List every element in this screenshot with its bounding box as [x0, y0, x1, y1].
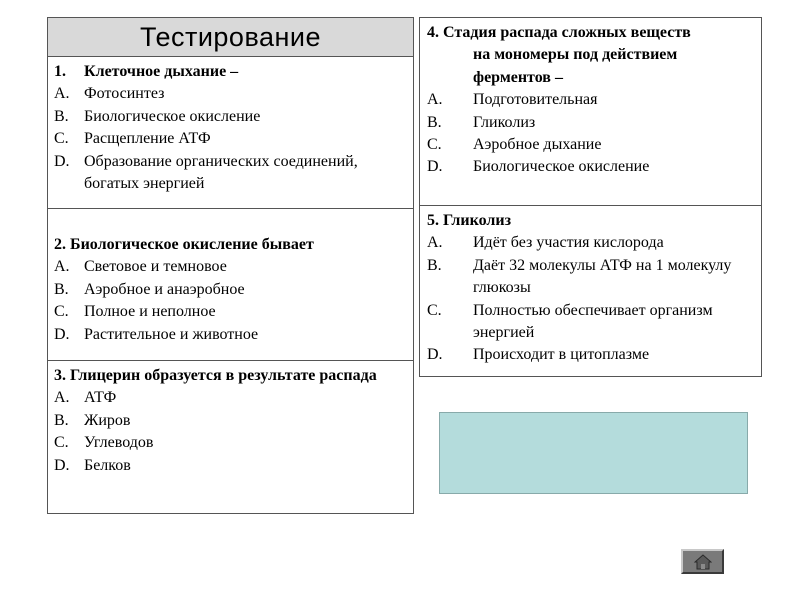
right-questions-box [419, 17, 762, 377]
question-2-option-a[interactable]: A. Световое и темновое [54, 258, 227, 276]
question-2-cell [47, 209, 414, 361]
question-3-option-b[interactable]: B. Жиров [54, 411, 131, 429]
question-2-text: 2. Биологическое окисление бывает [54, 236, 314, 253]
question-1-option-d[interactable]: D. Образование органических соединений, богатых энергией [54, 152, 358, 193]
question-1-option-b[interactable]: B. Биологическое окисление [54, 107, 261, 125]
question-2-option-d[interactable]: D. Растительное и животное [54, 325, 259, 343]
question-4-text-tail: на мономеры под действием ферментов – [473, 46, 678, 86]
page-title [47, 17, 414, 57]
question-3-cell [47, 361, 414, 514]
home-button[interactable] [681, 549, 724, 574]
home-icon [694, 554, 712, 570]
answer-box[interactable] [439, 412, 748, 494]
question-1-number: 1. [54, 63, 66, 80]
question-2-option-b[interactable]: B. Аэробное и анаэробное [54, 280, 245, 298]
question-3-option-a[interactable]: A. АТФ [54, 389, 117, 407]
question-1-cell [47, 57, 414, 209]
question-5-text: 5. Гликолиз [427, 212, 511, 229]
question-3-text: 3. Глицерин образуется в результате распада [54, 367, 377, 384]
question-5-option-d[interactable]: D. Происходит в цитоплазме [427, 346, 650, 364]
question-5-option-c[interactable]: C. Полностью обеспечивает организм энергией [427, 301, 713, 342]
question-4-option-a[interactable]: A. Подготовительная [427, 91, 598, 109]
question-4-text-head: 4. Стадия распада сложных веществ [427, 24, 691, 41]
question-4-cell [420, 18, 761, 206]
question-3-option-d[interactable]: D. Белков [54, 456, 131, 474]
question-4-option-c[interactable]: C. Аэробное дыхание [427, 136, 602, 154]
question-5-option-b[interactable]: B. Даёт 32 молекулы АТФ на 1 молекулу глюкозы [427, 256, 732, 297]
question-1-text: Клеточное дыхание – [84, 63, 239, 80]
question-4-option-d[interactable]: D. Биологическое окисление [427, 158, 650, 176]
question-3-option-c[interactable]: C. Углеводов [54, 434, 154, 452]
question-1-option-a[interactable]: A. Фотосинтез [54, 85, 165, 103]
question-5-option-a[interactable]: A. Идёт без участия кислорода [427, 234, 664, 252]
question-5-cell [420, 206, 761, 376]
question-1-option-c[interactable]: C. Расщепление АТФ [54, 130, 211, 148]
page-title-text: Тестирование [139, 21, 322, 52]
question-4-option-b[interactable]: B. Гликолиз [427, 113, 536, 131]
question-2-option-c[interactable]: C. Полное и неполное [54, 303, 216, 321]
